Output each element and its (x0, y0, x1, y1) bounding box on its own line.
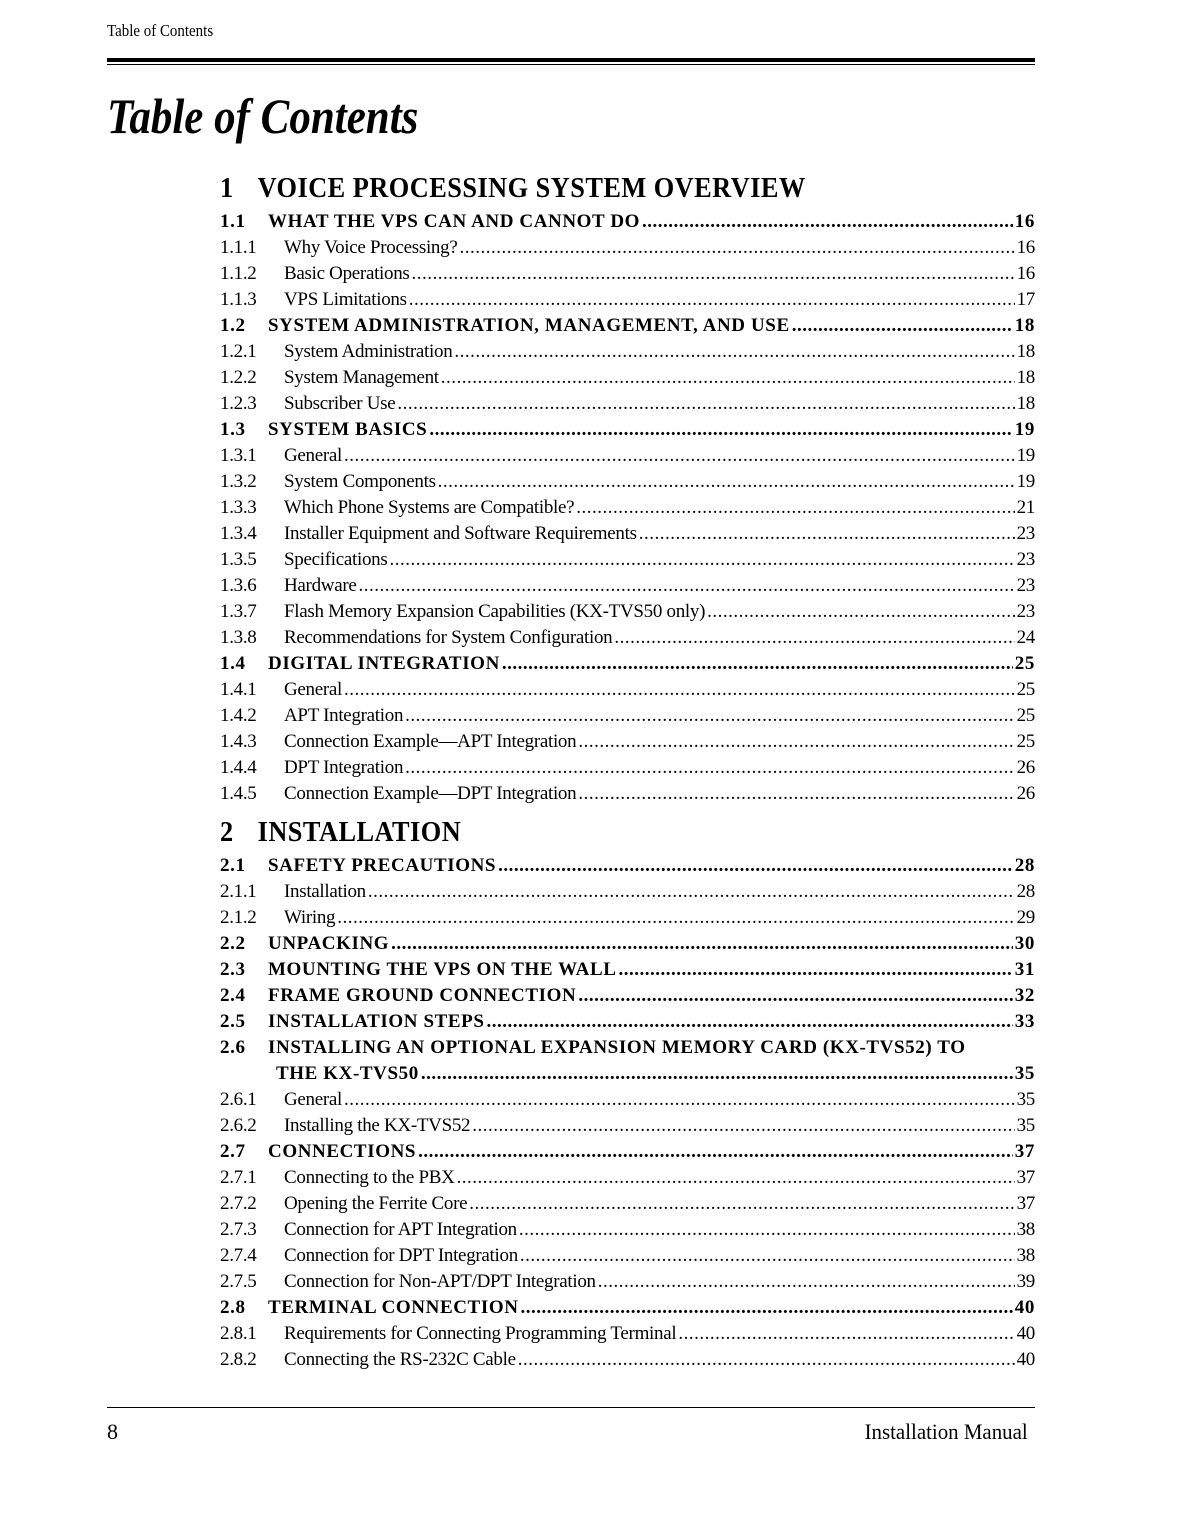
toc-subsection-entry[interactable] (220, 234, 1035, 260)
dot-leader (578, 984, 1012, 1008)
entry-label: Flash Memory Expansion Capabilities (KX-TVS50 only) (284, 601, 706, 622)
entry-page-number: 16 (1016, 263, 1035, 284)
chapter-title: INSTALLATION (257, 817, 462, 848)
dot-leader (576, 496, 1014, 520)
dot-leader (344, 1088, 1015, 1112)
entry-label: General (284, 679, 343, 700)
entry-number: 1.2.3 (220, 393, 257, 414)
dot-leader (521, 1296, 1013, 1320)
toc-section-entry[interactable] (220, 1138, 1035, 1164)
toc-subsection-entry[interactable] (220, 728, 1035, 754)
dot-leader (487, 1010, 1013, 1034)
entry-page-number: 29 (1016, 907, 1035, 928)
entry-number: 2.8.2 (220, 1349, 257, 1370)
toc-section-entry[interactable] (220, 312, 1035, 338)
entry-label: Requirements for Connecting Programming Terminal (284, 1323, 677, 1344)
dot-leader (441, 366, 1015, 390)
dot-leader (614, 626, 1014, 650)
entry-page-number: 18 (1016, 393, 1035, 414)
entry-page-number: 40 (1014, 1297, 1035, 1318)
entry-label: Connection for APT Integration (284, 1219, 517, 1240)
entry-label: MOUNTING THE VPS ON THE WALL (268, 959, 617, 980)
toc-subsection-entry[interactable] (220, 1086, 1035, 1112)
toc-subsection-entry[interactable] (220, 1242, 1035, 1268)
entry-number: 1.2 (220, 315, 246, 336)
dot-leader (520, 1244, 1015, 1268)
dot-leader (707, 600, 1014, 624)
toc-section-entry[interactable] (220, 208, 1035, 234)
toc-section-entry[interactable] (220, 1034, 1035, 1060)
running-header: Table of Contents (107, 21, 214, 40)
entry-label: FRAME GROUND CONNECTION (268, 985, 577, 1006)
entry-page-number: 26 (1016, 783, 1035, 804)
header-rule-thick (107, 58, 1035, 62)
entry-label: CONNECTIONS (268, 1141, 417, 1162)
dot-leader (457, 1166, 1015, 1190)
toc-section-entry[interactable] (220, 930, 1035, 956)
dot-leader (344, 678, 1015, 702)
entry-label: INSTALLING AN OPTIONAL EXPANSION MEMORY CARD (KX-TVS52) TO (268, 1037, 966, 1058)
toc-section-entry[interactable] (220, 650, 1035, 676)
entry-number: 2.6 (220, 1037, 246, 1058)
toc-subsection-entry[interactable] (220, 754, 1035, 780)
entry-page-number: 25 (1016, 679, 1035, 700)
entry-label: DPT Integration (284, 757, 404, 778)
entry-number: 1.4.2 (220, 705, 257, 726)
entry-page-number: 32 (1014, 985, 1035, 1006)
entry-page-number: 25 (1014, 653, 1035, 674)
entry-number: 2.7 (220, 1141, 246, 1162)
toc-subsection-entry[interactable] (220, 572, 1035, 598)
entry-label: Why Voice Processing? (284, 237, 458, 258)
dot-leader (454, 340, 1014, 364)
entry-page-number: 37 (1016, 1167, 1035, 1188)
chapter-number: 2 (220, 817, 234, 848)
toc-subsection-entry[interactable] (220, 1268, 1035, 1294)
entry-page-number: 16 (1014, 211, 1035, 232)
toc-subsection-entry[interactable] (220, 878, 1035, 904)
chapter-heading (220, 814, 986, 852)
entry-label: SYSTEM ADMINISTRATION, MANAGEMENT, AND USE (268, 315, 790, 336)
toc-subsection-entry[interactable] (220, 546, 1035, 572)
toc-subsection-entry[interactable] (220, 1216, 1035, 1242)
entry-page-number: 30 (1014, 933, 1035, 954)
entry-label: General (284, 445, 343, 466)
dot-leader (459, 236, 1014, 260)
entry-number: 1.3.2 (220, 471, 257, 492)
entry-label: SYSTEM BASICS (268, 419, 428, 440)
entry-label: VPS Limitations (284, 289, 407, 310)
entry-number: 1.3.8 (220, 627, 257, 648)
entry-page-number: 39 (1016, 1271, 1035, 1292)
entry-page-number: 23 (1016, 523, 1035, 544)
toc-section-entry[interactable] (220, 416, 1035, 442)
entry-number: 2.3 (220, 959, 246, 980)
entry-page-number: 37 (1014, 1141, 1035, 1162)
entry-label: Installation (284, 881, 366, 902)
toc-subsection-entry[interactable] (220, 1190, 1035, 1216)
entry-number: 2.7.3 (220, 1219, 257, 1240)
entry-label: Recommendations for System Configuration (284, 627, 613, 648)
entry-label: System Administration (284, 341, 453, 362)
dot-leader (792, 314, 1013, 338)
entry-number: 2.1.2 (220, 907, 257, 928)
chapter-number: 1 (220, 173, 234, 204)
entry-number: 1.2.2 (220, 367, 257, 388)
entry-page-number: 35 (1016, 1115, 1035, 1136)
entry-label: UNPACKING (268, 933, 390, 954)
entry-page-number: 31 (1014, 959, 1035, 980)
entry-page-number: 18 (1016, 341, 1035, 362)
entry-label: Which Phone Systems are Compatible? (284, 497, 575, 518)
entry-label: SAFETY PRECAUTIONS (268, 855, 497, 876)
entry-number: 2.7.5 (220, 1271, 257, 1292)
entry-label: WHAT THE VPS CAN AND CANNOT DO (268, 211, 641, 232)
entry-label: Connection Example—DPT Integration (284, 783, 577, 804)
toc-section-entry[interactable] (220, 1294, 1035, 1320)
toc-subsection-entry[interactable] (220, 286, 1035, 312)
entry-number: 1.3.5 (220, 549, 257, 570)
entry-number: 2.6.1 (220, 1089, 257, 1110)
entry-page-number: 26 (1016, 757, 1035, 778)
dot-leader (519, 1218, 1015, 1242)
dot-leader (678, 1322, 1014, 1346)
toc-subsection-entry[interactable] (220, 468, 1035, 494)
entry-number: 1.3.7 (220, 601, 257, 622)
toc-subsection-entry[interactable] (220, 442, 1035, 468)
toc-subsection-entry[interactable] (220, 702, 1035, 728)
toc-subsection-entry[interactable] (220, 364, 1035, 390)
entry-page-number: 40 (1016, 1349, 1035, 1370)
entry-label: Connection for DPT Integration (284, 1245, 518, 1266)
entry-number: 1.3.4 (220, 523, 257, 544)
dot-leader (438, 470, 1015, 494)
dot-leader (472, 1114, 1014, 1138)
entry-number: 1.4.3 (220, 731, 257, 752)
dot-leader (359, 574, 1015, 598)
dot-leader (619, 958, 1013, 982)
toc-subsection-entry[interactable] (220, 904, 1035, 930)
entry-number: 1.4.1 (220, 679, 257, 700)
entry-number: 2.1 (220, 855, 246, 876)
entry-label: Basic Operations (284, 263, 410, 284)
entry-label: Connecting to the PBX (284, 1167, 455, 1188)
entry-page-number: 38 (1016, 1219, 1035, 1240)
entry-number: 1.4.4 (220, 757, 257, 778)
dot-leader (368, 880, 1015, 904)
dot-leader (429, 418, 1012, 442)
dot-leader (397, 392, 1014, 416)
toc-subsection-entry[interactable] (220, 260, 1035, 286)
entry-label: Connection Example—APT Integration (284, 731, 577, 752)
entry-number: 1.1.1 (220, 237, 257, 258)
entry-number: 2.6.2 (220, 1115, 257, 1136)
toc-section-entry[interactable] (220, 982, 1035, 1008)
entry-number: 2.7.4 (220, 1245, 257, 1266)
entry-number: 1.1.2 (220, 263, 257, 284)
entry-page-number: 19 (1016, 445, 1035, 466)
table-of-contents (220, 170, 1035, 1372)
dot-leader (418, 1140, 1013, 1164)
entry-number: 1.3.1 (220, 445, 257, 466)
header-rule-thin (107, 64, 1035, 65)
dot-leader (518, 1348, 1015, 1372)
entry-page-number: 16 (1016, 237, 1035, 258)
entry-label: Wiring (284, 907, 336, 928)
entry-label: System Management (284, 367, 439, 388)
entry-number: 2.5 (220, 1011, 246, 1032)
toc-subsection-entry[interactable] (220, 390, 1035, 416)
entry-number: 1.1 (220, 211, 246, 232)
toc-subsection-entry[interactable] (220, 598, 1035, 624)
dot-leader (389, 548, 1014, 572)
dot-leader (344, 444, 1015, 468)
toc-subsection-entry[interactable] (220, 676, 1035, 702)
dot-leader (598, 1270, 1015, 1294)
entry-page-number: 19 (1014, 419, 1035, 440)
chapter-spacer (220, 806, 1035, 814)
entry-page-number: 38 (1016, 1245, 1035, 1266)
entry-page-number: 28 (1014, 855, 1035, 876)
entry-number: 1.3.6 (220, 575, 257, 596)
dot-leader (409, 288, 1015, 312)
entry-page-number: 35 (1016, 1089, 1035, 1110)
entry-number: 1.3 (220, 419, 246, 440)
entry-number: 2.7.2 (220, 1193, 257, 1214)
entry-page-number: 19 (1016, 471, 1035, 492)
page-title: Table of Contents (107, 88, 419, 144)
entry-number: 2.4 (220, 985, 246, 1006)
entry-label: DIGITAL INTEGRATION (268, 653, 500, 674)
entry-label: Installing the KX-TVS52 (284, 1115, 471, 1136)
toc-subsection-entry[interactable] (220, 624, 1035, 650)
dot-leader (405, 704, 1014, 728)
dot-leader (337, 906, 1014, 930)
footer-rule (107, 1407, 1035, 1408)
entry-label: Connection for Non-APT/DPT Integration (284, 1271, 596, 1292)
entry-label: Installer Equipment and Software Requirements (284, 523, 637, 544)
entry-page-number: 33 (1014, 1011, 1035, 1032)
entry-number: 2.1.1 (220, 881, 257, 902)
entry-label: Hardware (284, 575, 357, 596)
toc-subsection-entry[interactable] (220, 1346, 1035, 1372)
entry-page-number: 18 (1014, 315, 1035, 336)
entry-number: 1.2.1 (220, 341, 257, 362)
dot-leader (412, 262, 1015, 286)
entry-page-number: 21 (1016, 497, 1035, 518)
dot-leader (498, 854, 1013, 878)
toc-section-entry[interactable] (220, 1008, 1035, 1034)
toc-subsection-entry[interactable] (220, 520, 1035, 546)
toc-subsection-entry[interactable] (220, 338, 1035, 364)
entry-number: 1.1.3 (220, 289, 257, 310)
dot-leader (421, 1062, 1013, 1086)
entry-page-number: 23 (1016, 575, 1035, 596)
entry-label: Opening the Ferrite Core (284, 1193, 468, 1214)
entry-number: 1.4 (220, 653, 246, 674)
dot-leader (642, 210, 1013, 234)
entry-page-number: 37 (1016, 1193, 1035, 1214)
entry-label: INSTALLATION STEPS (268, 1011, 485, 1032)
entry-number: 2.8 (220, 1297, 246, 1318)
toc-section-entry[interactable] (220, 956, 1035, 982)
entry-page-number: 25 (1016, 731, 1035, 752)
dot-leader (502, 652, 1013, 676)
dot-leader (391, 932, 1013, 956)
entry-page-number: 23 (1016, 601, 1035, 622)
entry-label: TERMINAL CONNECTION (268, 1297, 519, 1318)
entry-number: 1.4.5 (220, 783, 257, 804)
entry-label: Connecting the RS-232C Cable (284, 1349, 516, 1370)
entry-label: System Components (284, 471, 436, 492)
dot-leader (578, 782, 1014, 806)
entry-page-number: 17 (1016, 289, 1035, 310)
entry-page-number: 35 (1014, 1063, 1035, 1084)
entry-number: 2.2 (220, 933, 246, 954)
toc-section-entry-continued[interactable] (220, 1060, 1035, 1086)
entry-label: APT Integration (284, 705, 404, 726)
entry-number: 2.7.1 (220, 1167, 257, 1188)
toc-subsection-entry[interactable] (220, 1164, 1035, 1190)
toc-section-entry[interactable] (220, 852, 1035, 878)
entry-page-number: 24 (1016, 627, 1035, 648)
toc-subsection-entry[interactable] (220, 780, 1035, 806)
entry-number: 2.8.1 (220, 1323, 257, 1344)
entry-page-number: 23 (1016, 549, 1035, 570)
entry-page-number: 18 (1016, 367, 1035, 388)
chapter-heading (220, 170, 986, 208)
manual-name: Installation Manual (864, 1419, 1028, 1444)
entry-label: General (284, 1089, 343, 1110)
entry-page-number: 28 (1016, 881, 1035, 902)
toc-subsection-entry[interactable] (220, 1112, 1035, 1138)
entry-label: Specifications (284, 549, 388, 570)
entry-label: Subscriber Use (284, 393, 396, 414)
entry-number: 1.3.3 (220, 497, 257, 518)
entry-page-number: 25 (1016, 705, 1035, 726)
entry-label-continued: THE KX-TVS50 (276, 1063, 419, 1084)
dot-leader (469, 1192, 1014, 1216)
toc-subsection-entry[interactable] (220, 494, 1035, 520)
dot-leader (405, 756, 1014, 780)
entry-page-number: 40 (1016, 1323, 1035, 1344)
toc-subsection-entry[interactable] (220, 1320, 1035, 1346)
dot-leader (639, 522, 1015, 546)
dot-leader (578, 730, 1014, 754)
chapter-title: VOICE PROCESSING SYSTEM OVERVIEW (257, 173, 806, 204)
page-number: 8 (107, 1419, 118, 1444)
